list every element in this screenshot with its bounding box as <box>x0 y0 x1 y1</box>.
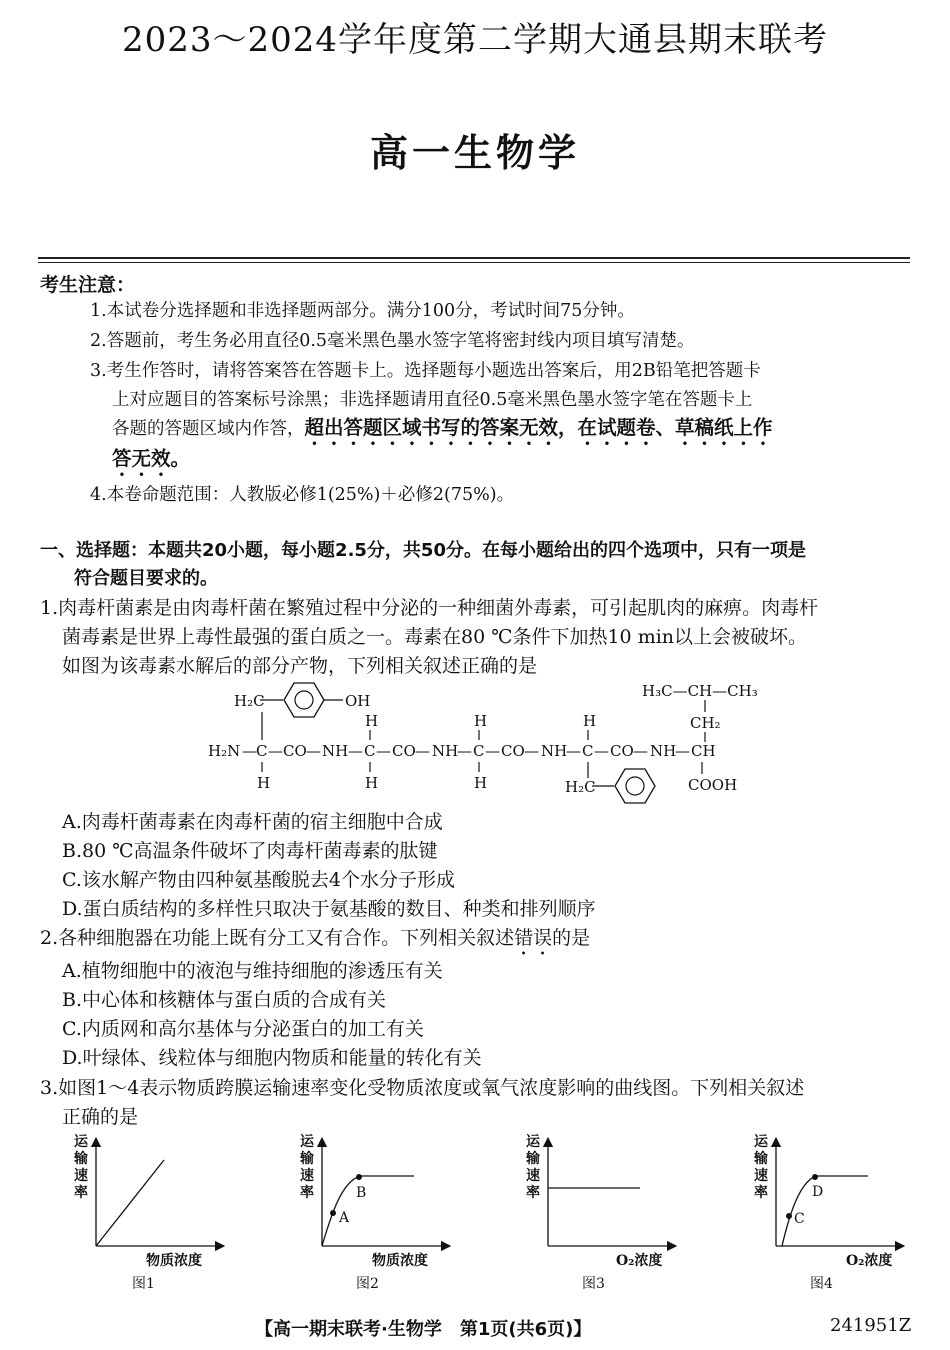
leu-isopropyl-label: H₃C—CH—CH₃ <box>642 682 758 700</box>
section-1-line-2: 符合题目要求的。 <box>74 568 218 589</box>
carboxyl-terminus: COOH <box>688 776 738 794</box>
graph-2-caption: 图2 <box>356 1276 379 1292</box>
h-top-4: H <box>583 712 597 730</box>
graph-4-ylabel-3: 速 <box>754 1168 768 1184</box>
graph-2-ylabel-2: 输 <box>300 1151 314 1167</box>
nh-3: NH <box>541 742 568 760</box>
notice-item-3-line-4 <box>112 444 190 481</box>
graph-1-ylabel-2: 输 <box>74 1151 88 1167</box>
alpha-c-3: C <box>473 742 485 760</box>
nh-2: NH <box>432 742 459 760</box>
nh-1: NH <box>322 742 349 760</box>
peptide-structure-diagram <box>200 678 790 808</box>
bond-10: — <box>566 742 581 760</box>
q2-option-a: A.植物细胞中的液泡与维持细胞的渗透压有关 <box>62 960 443 982</box>
graph-4-label-d: D <box>812 1184 824 1200</box>
bond-4: — <box>348 742 363 760</box>
bond-7: — <box>457 742 472 760</box>
graph-4-ylabel-2: 输 <box>754 1151 768 1167</box>
h-bottom-3: H <box>474 774 488 792</box>
graph-4-label-c: C <box>794 1211 805 1227</box>
graph-2-curve <box>322 1176 414 1246</box>
section-1-line-1: 一、选择题：本题共20小题，每小题2.5分，共50分。在每小题给出的四个选项中，只有一项是 <box>40 540 806 561</box>
q1-stem-line-2: 菌毒素是世界上毒性最强的蛋白质之一。毒素在80 ℃条件下加热10 min以上会被破坏。 <box>62 626 808 648</box>
graph-3-xlabel: O₂浓度 <box>616 1253 663 1269</box>
co-1: CO <box>283 742 307 760</box>
graph-2-label-b: B <box>356 1185 367 1201</box>
graph-4-xlabel: O₂浓度 <box>846 1253 893 1269</box>
amino-terminus: H₂N <box>208 742 241 760</box>
h-top-2: H <box>365 712 379 730</box>
subject-title: 高一生物学 <box>369 131 580 175</box>
q1-option-b: B.80 ℃高温条件破坏了肉毒杆菌毒素的肽键 <box>62 840 438 862</box>
graph-4 <box>753 1134 900 1292</box>
bond-13: — <box>675 742 690 760</box>
h-bottom-1: H <box>257 774 271 792</box>
alpha-ch-5: CH <box>691 742 716 760</box>
alpha-c-4: C <box>582 742 594 760</box>
bond-3: — <box>306 742 321 760</box>
notice-item-4: 4.本卷命题范围：人教版必修1(25%)＋必修2(75%)。 <box>90 485 515 505</box>
phe-ch2-label: H₂C <box>565 778 596 796</box>
tyr-ch2-label: H₂C <box>234 692 265 710</box>
bond-9: — <box>524 742 539 760</box>
q3-stem-line-2: 正确的是 <box>62 1106 139 1128</box>
h-top-3: H <box>474 712 488 730</box>
q1-option-a: A.肉毒杆菌毒素在肉毒杆菌的宿主细胞中合成 <box>62 811 443 833</box>
graph-2-point-b <box>356 1174 362 1180</box>
graph-1-curve <box>96 1160 164 1246</box>
notice-item-3-line-3 <box>112 413 773 450</box>
co-4: CO <box>610 742 634 760</box>
graph-2-ylabel-1: 运 <box>300 1134 314 1150</box>
graph-1-caption: 图1 <box>132 1276 155 1292</box>
q1-stem-line-3: 如图为该毒素水解后的部分产物，下列相关叙述正确的是 <box>62 655 538 677</box>
graph-1-ylabel-3: 速 <box>74 1168 88 1184</box>
q2-option-b: B.中心体和核糖体与蛋白质的合成有关 <box>62 989 387 1011</box>
graph-2-xlabel: 物质浓度 <box>372 1253 428 1269</box>
graph-2 <box>299 1134 446 1292</box>
graph-2-point-a <box>330 1210 336 1216</box>
alpha-c-2: C <box>364 742 376 760</box>
bond-6: — <box>415 742 430 760</box>
divider-thick <box>38 257 910 259</box>
graph-3-caption: 图3 <box>582 1276 605 1292</box>
bond-11: — <box>594 742 609 760</box>
bond-12: — <box>633 742 648 760</box>
graph-2-ylabel-4: 率 <box>300 1185 314 1201</box>
notice-heading: 考生注意： <box>40 274 136 296</box>
q2-stem <box>40 924 590 960</box>
co-2: CO <box>392 742 416 760</box>
graph-4-ylabel-1: 运 <box>754 1134 768 1150</box>
notice-item-3-line-1: 3.考生作答时，请将答案答在答题卡上。选择题每小题选出答案后，用2B铅笔把答题卡 <box>90 361 761 381</box>
q1-option-d: D.蛋白质结构的多样性只取决于氨基酸的数目、种类和排列顺序 <box>62 898 596 920</box>
bond-2: — <box>268 742 283 760</box>
notice-item-3-emphasis-end: 答无效。 <box>112 447 191 470</box>
q3-stem-line-1: 3.如图1～4表示物质跨膜运输速率变化受物质浓度或氧气浓度影响的曲线图。下列相关叙述 <box>40 1077 805 1099</box>
footer-page-info: 【高一期末联考·生物学 第1页(共6页)】 <box>255 1319 592 1340</box>
graph-1-ylabel-1: 运 <box>74 1134 88 1150</box>
q2-stem-end: 的是 <box>552 927 591 949</box>
bond-1: — <box>242 742 257 760</box>
q2-option-d: D.叶绿体、线粒体与细胞内物质和能量的转化有关 <box>62 1047 482 1069</box>
graph-3-ylabel-4: 率 <box>526 1185 540 1201</box>
q2-option-c: C.内质网和高尔基体与分泌蛋白的加工有关 <box>62 1018 424 1040</box>
graph-4-caption: 图4 <box>810 1276 833 1292</box>
q1-option-c: C.该水解产物由四种氨基酸脱去4个水分子形成 <box>62 869 455 891</box>
q1-stem-line-1: 1.肉毒杆菌素是由肉毒杆菌在繁殖过程中分泌的一种细菌外毒素，可引起肌肉的麻痹。肉毒杆 <box>40 597 819 619</box>
graph-3-ylabel-2: 输 <box>526 1151 540 1167</box>
graph-3 <box>525 1134 672 1292</box>
q2-stem-emphasis: 错误 <box>514 927 553 949</box>
q3-graphs <box>60 1128 920 1298</box>
notice-item-1: 1.本试卷分选择题和非选择题两部分。满分100分，考试时间75分钟。 <box>90 301 635 321</box>
notice-item-2: 2.答题前，考生务必用直径0.5毫米黑色墨水签字笔将密封线内项目填写清楚。 <box>90 331 695 351</box>
bond-8: — <box>485 742 500 760</box>
graph-1-ylabel-4: 率 <box>74 1185 88 1201</box>
graph-3-ylabel-1: 运 <box>526 1134 540 1150</box>
divider-thin <box>38 262 910 263</box>
bond-5: — <box>376 742 391 760</box>
footer-code: 241951Z <box>830 1315 912 1336</box>
graph-4-point-c <box>786 1213 792 1219</box>
notice-item-3-emphasis: 超出答题区域书写的答案无效，在试题卷、草稿纸上作 <box>304 416 773 439</box>
section-1-heading <box>40 537 920 593</box>
nh-4: NH <box>650 742 677 760</box>
graph-1-xlabel: 物质浓度 <box>146 1253 202 1269</box>
graph-1 <box>73 1134 220 1292</box>
notice-item-3-line-2: 上对应题目的答案标号涂黑；非选择题请用直径0.5毫米黑色墨水签字笔在答题卡上 <box>112 390 753 410</box>
graph-2-label-a: A <box>339 1210 350 1226</box>
co-3: CO <box>501 742 525 760</box>
notice-item-3-line-3-normal: 各题的答题区域内作答， <box>112 419 305 439</box>
graph-3-ylabel-3: 速 <box>526 1168 540 1184</box>
leu-ch2-label: CH₂ <box>690 714 721 732</box>
oh-label: OH <box>345 692 371 710</box>
h-bottom-2: H <box>365 774 379 792</box>
graph-2-ylabel-3: 速 <box>300 1168 314 1184</box>
graph-4-point-d <box>812 1174 818 1180</box>
graph-4-ylabel-4: 率 <box>754 1185 768 1201</box>
q2-stem-start: 2.各种细胞器在功能上既有分工又有合作。下列相关叙述 <box>40 927 515 949</box>
exam-title: 2023～2024学年度第二学期大通县期末联考 <box>121 20 829 60</box>
alpha-c-1: C <box>256 742 268 760</box>
